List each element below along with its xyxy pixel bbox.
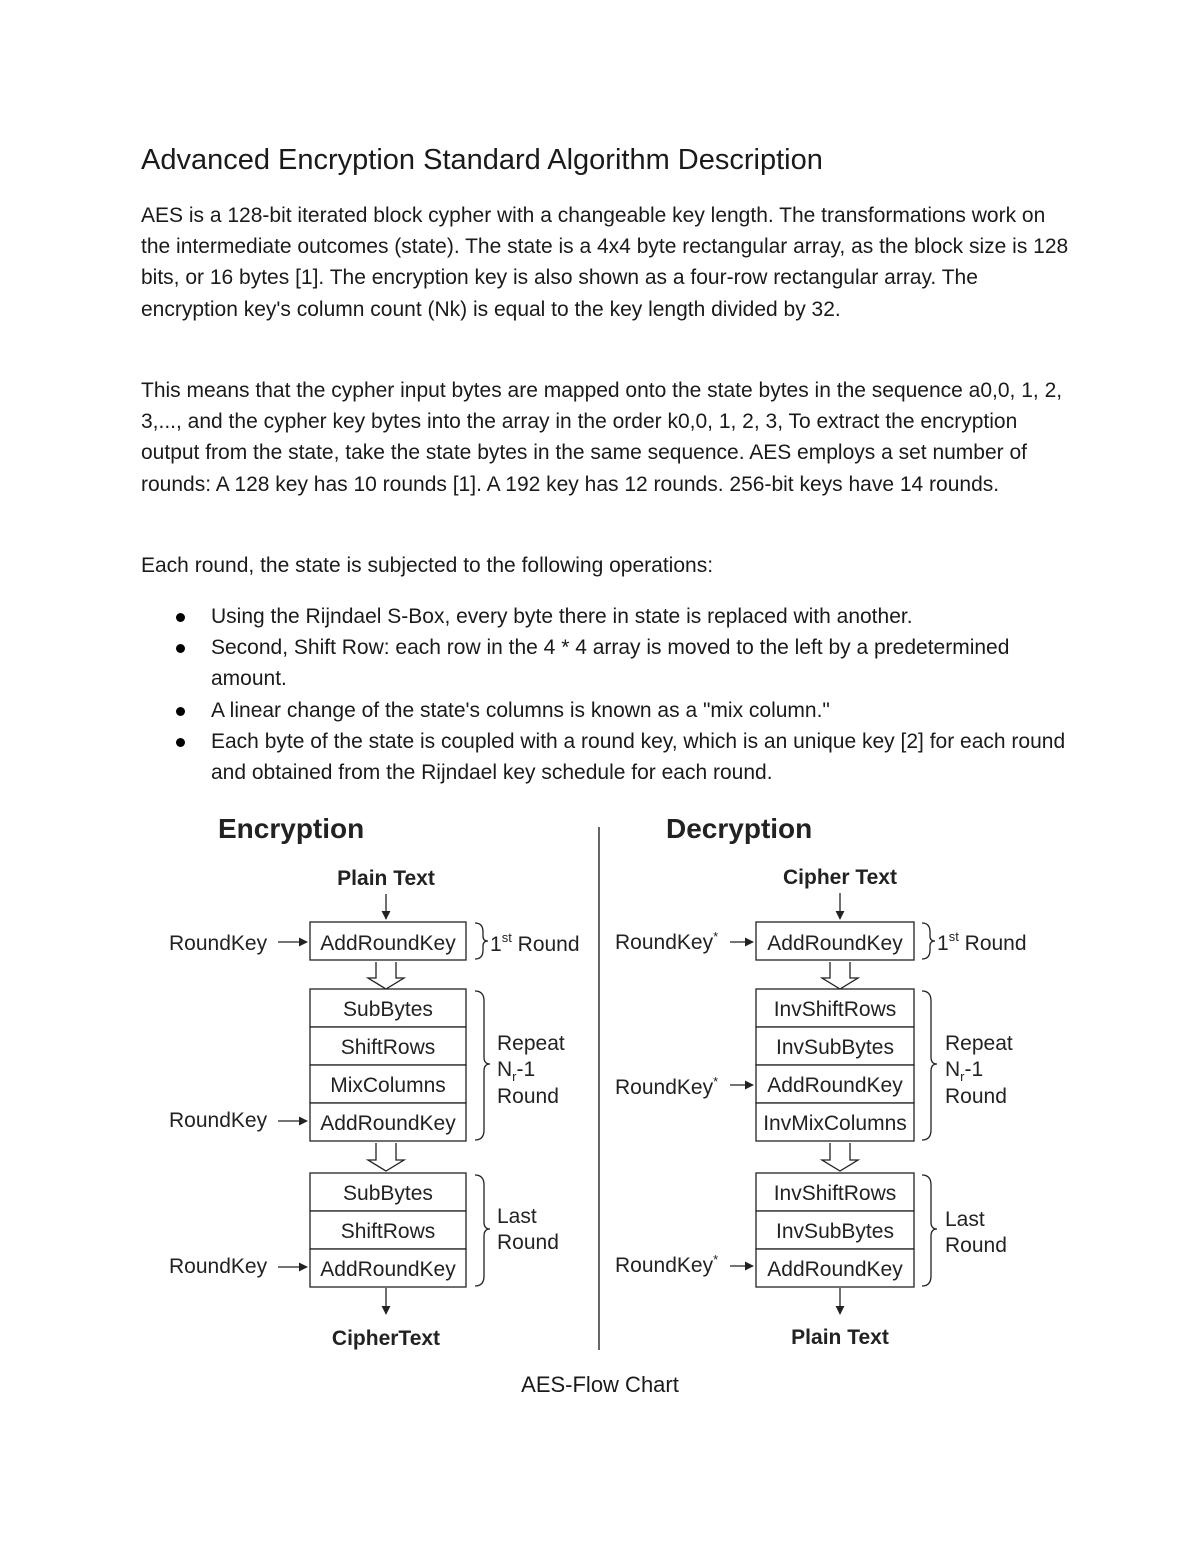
first-round-label: 1st Round (937, 929, 1027, 955)
step-label: InvShiftRows (773, 998, 897, 1021)
step-label: InvSubBytes (776, 1220, 894, 1243)
brace-icon (475, 923, 488, 959)
step-label: AddRoundKey (320, 1258, 456, 1281)
repeat-count-label: $N_r-1$ (497, 1058, 536, 1084)
round-key-label: RoundKey* (615, 1074, 719, 1099)
decryption-input-label: Cipher Text (783, 866, 897, 889)
brace-icon (922, 1175, 937, 1286)
step-label: AddRoundKey (320, 932, 456, 955)
step-label: AddRoundKey (767, 1258, 903, 1281)
first-round-label: 1st Round (490, 930, 580, 956)
step-label: AddRoundKey (767, 932, 903, 955)
list-item-text: Using the Rijndael S-Box, every byte there in state is replaced with another. (211, 605, 913, 628)
list-item-text: Second, Shift Row: each row in the 4 * 4 array is moved to the left by a predetermined amount. (211, 636, 1010, 691)
brace-icon (922, 991, 937, 1140)
brace-icon (922, 923, 935, 959)
step-label: InvShiftRows (773, 1182, 897, 1205)
flow-arrow-icon (368, 962, 404, 989)
list-item (141, 695, 1071, 726)
repeat-label: Repeat (945, 1032, 1013, 1055)
decryption-flow (615, 813, 1027, 1349)
step-label: AddRoundKey (767, 1074, 903, 1097)
paragraph-byte-mapping: This means that the cypher input bytes are mapped onto the state bytes in the sequence a0,0, 1, 2, 3,..., and the cypher key bytes into the array in the order k0,0, 1, 2, 3, To extract the encryption output from the state, take the state bytes in the same sequence. AES employs a set number of rounds: A 128 key has 10 rounds [1]. A 192 key has 12 rounds. 256-bit keys have 14 rounds. (141, 379, 1063, 496)
repeat-round-block (310, 989, 466, 1141)
step-label: InvMixColumns (763, 1112, 907, 1135)
repeat-label: Repeat (497, 1032, 565, 1055)
repeat-round-label: Round (497, 1085, 559, 1108)
paragraph-round-intro: Each round, the state is subjected to the following operations: (141, 554, 714, 577)
last-round-block (310, 1173, 466, 1287)
bullet-icon (176, 707, 185, 716)
brace-icon (475, 991, 490, 1140)
step-label: ShiftRows (340, 1220, 436, 1243)
repeat-round-label: Round (945, 1085, 1007, 1108)
step-label: SubBytes (343, 1182, 433, 1205)
document-title: Advanced Encryption Standard Algorithm Description (141, 144, 823, 176)
encryption-output-label: CipherText (331, 1327, 441, 1350)
list-item (141, 632, 1071, 694)
bullet-icon (176, 613, 185, 622)
round-key-label: RoundKey (169, 1255, 268, 1278)
round-key-label: RoundKey* (615, 929, 719, 954)
repeat-round-block (756, 989, 914, 1141)
flow-arrow-icon (368, 1143, 404, 1171)
figure-caption: AES-Flow Chart (521, 1372, 679, 1397)
last-label: Last (497, 1205, 537, 1228)
round-key-label: RoundKey (169, 1109, 268, 1132)
paragraph-aes-overview: AES is a 128-bit iterated block cypher with a changeable key length. The transformations work on the intermediate outcomes (state). The state is a 4x4 byte rectangular array, as the block size is 128 bits, or 16 bytes [1]. The encryption key is also shown as a four-row rectangular array. The encryption key's column count (Nk) is equal to the key length divided by 32. (141, 204, 1069, 321)
list-item-text: A linear change of the state's columns is known as a "mix column." (211, 698, 830, 722)
list-item (141, 726, 1071, 788)
last-label: Last (945, 1208, 985, 1231)
step-label: ShiftRows (340, 1036, 436, 1059)
round-key-label: RoundKey (169, 932, 268, 955)
round-operations-list (141, 601, 1071, 788)
list-item-text: Each byte of the state is coupled with a round key, which is an unique key [2] for each round and obtained from the Rijndael key schedule for each round. (211, 729, 1066, 785)
bullet-icon (176, 644, 185, 653)
bullet-icon (176, 738, 185, 747)
flow-arrow-icon (822, 962, 858, 989)
encryption-input-label: Plain Text (337, 867, 435, 890)
brace-icon (475, 1175, 490, 1286)
last-round-label: Round (945, 1234, 1007, 1257)
repeat-count-label: $N_r-1$ (945, 1058, 984, 1084)
step-label: AddRoundKey (320, 1112, 456, 1135)
list-item (141, 601, 1071, 632)
encryption-heading: Encryption (218, 813, 365, 844)
step-label: SubBytes (343, 998, 433, 1021)
aes-flow-chart (150, 805, 1050, 1360)
decryption-heading: Decryption (666, 813, 813, 844)
step-label: MixColumns (330, 1074, 446, 1097)
flow-arrow-icon (822, 1143, 858, 1171)
step-label: InvSubBytes (776, 1036, 894, 1059)
encryption-flow (169, 813, 580, 1350)
last-round-label: Round (497, 1231, 559, 1254)
round-key-label: RoundKey* (615, 1252, 719, 1277)
decryption-output-label: Plain Text (791, 1326, 889, 1349)
last-round-block (756, 1173, 914, 1287)
